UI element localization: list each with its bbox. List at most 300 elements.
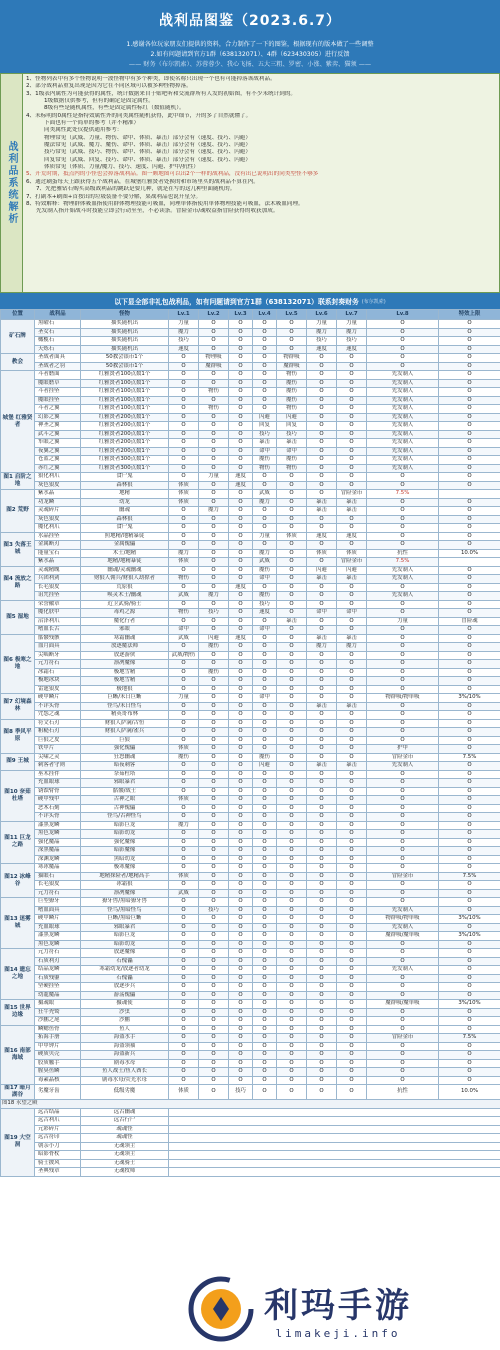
monster-cell: 暗影魔像 <box>81 847 169 856</box>
loot-name-cell: 石质残躯 <box>35 974 81 983</box>
title-bar <box>0 0 500 40</box>
level-cell: O <box>307 1068 337 1077</box>
effect-cap-cell: O <box>439 889 500 898</box>
level-cell: O <box>229 1042 253 1051</box>
level-cell: O <box>307 949 337 958</box>
level-cell: O <box>229 575 253 584</box>
level-cell: 先发制人 <box>367 592 439 601</box>
level-cell: O <box>367 1025 439 1034</box>
explain-line: 1级数据仅供参考，但有的确定是固定属性。 <box>44 98 154 105</box>
level-cell: O <box>229 405 253 414</box>
monster-cell: 放逐游侠 <box>81 651 169 660</box>
level-cell: O <box>337 626 367 635</box>
level-cell: 速度 <box>229 634 253 643</box>
level-cell: 闪避 <box>307 566 337 575</box>
monster-cell: 邪眼暴君 <box>81 779 169 788</box>
level-cell: 先发制人 <box>367 575 439 584</box>
explain-line: 8级有些是随机属性，有些是固定属性标红（数值随机）。 <box>44 105 185 112</box>
level-cell: O <box>277 923 307 932</box>
level-cell: 物伤 <box>169 575 199 584</box>
level-cell: 冒险金币 <box>367 753 439 762</box>
loot-name-cell: 黑色龙鳞 <box>35 830 81 839</box>
level-cell: O <box>229 524 253 533</box>
level-cell: O <box>277 796 307 805</box>
table-row <box>1 1025 500 1034</box>
level-cell: 速度 <box>229 473 253 482</box>
level-cell: 暴击 <box>307 702 337 711</box>
level-cell: O <box>169 1068 199 1077</box>
level-cell: O <box>229 736 253 745</box>
level-cell: O <box>277 490 307 499</box>
level-cell: 速度 <box>337 532 367 541</box>
level-cell: 先发制人 <box>367 906 439 915</box>
level-cell: O <box>229 609 253 618</box>
monster-cell: 红雅贤者200点数1个 <box>81 439 169 448</box>
level-cell: O <box>253 328 277 337</box>
level-cell: 魔力 <box>199 592 229 601</box>
level-cell: O <box>367 660 439 669</box>
level-cell: O <box>169 464 199 473</box>
effect-cap-cell: O <box>439 1051 500 1060</box>
level-cell: O <box>337 728 367 737</box>
effect-cap-cell: O <box>439 668 500 677</box>
table-row <box>1 864 500 873</box>
level-cell: O <box>229 1059 253 1068</box>
loot-name-cell: 骷髅残骸 <box>35 634 81 643</box>
monster-cell: 放逐魔法师 <box>81 643 169 652</box>
level-cell: O <box>253 864 277 873</box>
level-cell: 体质 <box>169 745 199 754</box>
monster-cell: 寒霜幼龙/放逐者幼龙 <box>81 966 169 975</box>
level-cell: O <box>307 966 337 975</box>
level-cell: O <box>277 906 307 915</box>
level-cell: O <box>367 1076 439 1085</box>
level-cell: O <box>307 872 337 881</box>
effect-cap-cell: O <box>439 379 500 388</box>
level-cell: O <box>199 1085 229 1100</box>
level-cell: O <box>337 1042 367 1051</box>
level-cell: O <box>367 889 439 898</box>
level-cell: O <box>307 583 337 592</box>
effect-cap-cell: O <box>439 1042 500 1051</box>
loot-name-cell: 刺客者守则 <box>35 762 81 771</box>
level-cell: 先发制人 <box>367 371 439 380</box>
table-row <box>1 1042 500 1051</box>
level-cell: O <box>169 923 199 932</box>
level-cell: O <box>253 1068 277 1077</box>
level-cell: O <box>307 847 337 856</box>
monster-cell: 凛冽魔像 <box>81 660 169 669</box>
column-header: Lv.6 <box>307 310 337 320</box>
empty-cell <box>169 1125 500 1134</box>
monster-cell: 沙鹏 <box>81 1017 169 1026</box>
level-cell: 技巧 <box>277 430 307 439</box>
level-cell: O <box>169 524 199 533</box>
effect-cap-cell: O <box>439 804 500 813</box>
level-cell: O <box>277 481 307 490</box>
loot-name-cell: 赤红之翼 <box>35 464 81 473</box>
effect-cap-cell: 7.5% <box>439 753 500 762</box>
level-cell: 速度 <box>337 345 367 354</box>
level-cell: O <box>277 745 307 754</box>
level-cell: O <box>169 983 199 992</box>
level-cell: O <box>199 1059 229 1068</box>
level-cell: O <box>277 821 307 830</box>
level-cell: O <box>367 532 439 541</box>
level-cell: O <box>199 966 229 975</box>
table-row <box>1 745 500 754</box>
zone-cell: 图11 巨龙之路 <box>1 821 35 864</box>
monster-cell: 红雅贤者300点数1个 <box>81 464 169 473</box>
level-cell: O <box>199 575 229 584</box>
level-cell: O <box>229 430 253 439</box>
monster-cell: 骷髅/战士 <box>81 787 169 796</box>
level-cell: O <box>307 719 337 728</box>
level-cell: 暴击 <box>307 762 337 771</box>
level-cell: 武威 <box>169 889 199 898</box>
level-cell: O <box>229 872 253 881</box>
level-cell: O <box>337 932 367 941</box>
level-cell: O <box>367 728 439 737</box>
loot-name-cell: 狼化利爪 <box>35 473 81 482</box>
level-cell: O <box>307 864 337 873</box>
level-cell: O <box>169 430 199 439</box>
loot-name-cell: 魔化利爪 <box>35 524 81 533</box>
effect-cap-cell: O <box>439 702 500 711</box>
level-cell: O <box>229 354 253 363</box>
level-cell: O <box>307 838 337 847</box>
effect-cap-cell: O <box>439 711 500 720</box>
level-cell: O <box>367 898 439 907</box>
effect-cap-cell: O <box>439 719 500 728</box>
monster-cell: 海盗水手 <box>81 1034 169 1043</box>
level-cell: O <box>169 388 199 397</box>
effect-cap-cell: O <box>439 770 500 779</box>
level-cell: 命中 <box>253 447 277 456</box>
monster-cell: 财狼人佣兵/财狼人劫掠者 <box>81 575 169 584</box>
table-row <box>1 1134 500 1143</box>
level-cell: O <box>229 966 253 975</box>
level-cell: O <box>199 847 229 856</box>
level-cell: O <box>229 838 253 847</box>
level-cell: O <box>199 813 229 822</box>
level-cell: O <box>277 337 307 346</box>
effect-cap-cell: O <box>439 1059 500 1068</box>
level-cell: 命中 <box>337 609 367 618</box>
level-cell: O <box>169 1025 199 1034</box>
level-cell: O <box>307 1017 337 1026</box>
level-cell: O <box>337 855 367 864</box>
loot-name-cell: 腥臭鱼鳞 <box>35 1068 81 1077</box>
level-cell: O <box>367 804 439 813</box>
table-row <box>1 481 500 490</box>
level-cell: O <box>169 677 199 686</box>
level-cell: 魔力 <box>253 549 277 558</box>
level-cell: 魔力 <box>199 507 229 516</box>
effect-cap-cell: 冒险魂 <box>439 617 500 626</box>
level-cell: O <box>169 541 199 550</box>
level-cell: 体质 <box>169 498 199 507</box>
effect-cap-cell: O <box>439 345 500 354</box>
loot-name-cell: 骑士披风 <box>35 1159 81 1168</box>
level-cell: 先发制人 <box>367 430 439 439</box>
level-cell: O <box>199 396 229 405</box>
loot-name-cell: 魔眼挂坠 <box>35 396 81 405</box>
level-cell: O <box>367 779 439 788</box>
level-cell: O <box>169 685 199 694</box>
level-cell: O <box>307 983 337 992</box>
level-cell: 武威 <box>169 592 199 601</box>
level-cell: O <box>253 473 277 482</box>
effect-cap-cell: O <box>439 566 500 575</box>
monster-cell: 巨蜥/黑暗巨蜥 <box>81 915 169 924</box>
level-cell: O <box>169 1076 199 1085</box>
explain-line: 8、特效解释：物理群体吸血指使用群体物理技能可吸血，同理单体指使用单体物理技能可吸血，法术吸血同理。 <box>26 200 304 207</box>
level-cell: O <box>169 813 199 822</box>
level-cell: O <box>229 643 253 652</box>
level-cell: O <box>253 388 277 397</box>
level-cell: O <box>229 804 253 813</box>
level-cell: 魔力 <box>337 328 367 337</box>
level-cell: O <box>337 1076 367 1085</box>
monster-cell: 抽奖随机出 <box>81 320 169 329</box>
level-cell: O <box>337 872 367 881</box>
level-cell: O <box>307 430 337 439</box>
loot-name-cell: 寒冰魔晶 <box>35 864 81 873</box>
effect-cap-cell: O <box>439 906 500 915</box>
level-cell: O <box>277 1042 307 1051</box>
zone-cell: 图10 奈茹杜塔 <box>1 770 35 821</box>
level-cell: O <box>277 702 307 711</box>
level-cell: O <box>253 966 277 975</box>
level-cell: O <box>169 881 199 890</box>
effect-cap-cell: O <box>439 787 500 796</box>
level-cell: O <box>277 575 307 584</box>
level-cell: O <box>253 983 277 992</box>
effect-cap-cell: O <box>439 396 500 405</box>
level-cell: O <box>253 651 277 660</box>
level-cell: O <box>337 1017 367 1026</box>
level-cell: O <box>367 626 439 635</box>
level-cell: O <box>307 813 337 822</box>
loot-name-cell: 巨狼之皮 <box>35 736 81 745</box>
level-cell: O <box>253 1008 277 1017</box>
level-cell: 体质 <box>169 872 199 881</box>
level-cell: O <box>199 566 229 575</box>
loot-name-cell: 紫水晶 <box>35 558 81 567</box>
level-cell: O <box>199 753 229 762</box>
level-cell: O <box>253 405 277 414</box>
effect-cap-cell: O <box>439 651 500 660</box>
monster-cell: 巨蜥/末日巨蜥 <box>81 694 169 703</box>
level-cell: O <box>169 957 199 966</box>
loot-name-cell: 橄榄石 <box>35 337 81 346</box>
explain-body <box>23 74 499 292</box>
level-cell: O <box>367 1059 439 1068</box>
level-cell: O <box>253 702 277 711</box>
empty-cell <box>169 1108 500 1117</box>
site-logo-icon <box>186 1274 256 1344</box>
effect-cap-cell: O <box>439 762 500 771</box>
level-cell: O <box>253 830 277 839</box>
level-cell: O <box>169 456 199 465</box>
level-cell: O <box>253 787 277 796</box>
loot-name-cell: 巫术挂件 <box>35 770 81 779</box>
level-cell: O <box>367 719 439 728</box>
level-cell: O <box>169 702 199 711</box>
level-cell: O <box>307 779 337 788</box>
table-row <box>1 966 500 975</box>
level-cell: O <box>277 915 307 924</box>
level-cell: O <box>229 549 253 558</box>
level-cell: O <box>277 940 307 949</box>
loot-name-cell: 苍蓝之翼 <box>35 456 81 465</box>
level-cell: O <box>277 830 307 839</box>
monster-cell: 荒原狼 <box>81 583 169 592</box>
monster-cell: 暗影巨龙 <box>81 821 169 830</box>
level-cell: O <box>169 762 199 771</box>
effect-cap-cell: O <box>439 422 500 431</box>
level-cell: O <box>307 515 337 524</box>
level-cell: O <box>169 1008 199 1017</box>
level-cell: O <box>337 787 367 796</box>
table-row <box>1 1168 500 1177</box>
loot-name-cell: 石质利刃 <box>35 957 81 966</box>
level-cell: O <box>169 736 199 745</box>
level-cell: O <box>169 847 199 856</box>
effect-cap-cell: O <box>439 430 500 439</box>
effect-cap-cell: O <box>439 532 500 541</box>
level-cell: O <box>229 1076 253 1085</box>
loot-name-cell: 黑色龙鳞 <box>35 940 81 949</box>
level-cell: O <box>199 422 229 431</box>
level-cell: O <box>337 405 367 414</box>
level-cell: O <box>199 481 229 490</box>
table-row <box>1 660 500 669</box>
level-cell: O <box>253 736 277 745</box>
level-cell: 命中 <box>277 447 307 456</box>
level-cell: O <box>277 1085 307 1100</box>
loot-name-cell: 尖啮断牙 <box>35 651 81 660</box>
level-cell: 暴击 <box>337 762 367 771</box>
level-cell: O <box>337 915 367 924</box>
level-cell: 魔伤 <box>253 592 277 601</box>
section-row <box>1 1100 500 1109</box>
level-cell: O <box>337 770 367 779</box>
level-cell: O <box>367 481 439 490</box>
effect-cap-cell: O <box>439 354 500 363</box>
effect-cap-cell: O <box>439 838 500 847</box>
monster-cell: 狂怒幽魂 <box>81 753 169 762</box>
level-cell: O <box>229 422 253 431</box>
level-cell: O <box>199 430 229 439</box>
level-cell: O <box>169 787 199 796</box>
effect-cap-cell: O <box>439 940 500 949</box>
level-cell: O <box>229 787 253 796</box>
level-cell: O <box>199 413 229 422</box>
level-cell: 速度 <box>307 345 337 354</box>
level-cell: 冒险金币 <box>367 872 439 881</box>
level-cell: O <box>367 949 439 958</box>
monster-cell: 无魂领主 <box>81 1151 169 1160</box>
table-row <box>1 328 500 337</box>
level-cell: O <box>277 609 307 618</box>
level-cell: O <box>367 940 439 949</box>
level-cell: O <box>229 949 253 958</box>
level-cell: O <box>169 532 199 541</box>
level-cell: O <box>169 966 199 975</box>
effect-cap-cell: O <box>439 507 500 516</box>
level-cell: O <box>307 1059 337 1068</box>
level-cell: O <box>199 745 229 754</box>
loot-name-cell: 幼龍魔晶 <box>35 991 81 1000</box>
loot-name-cell: 雷霆狼皮 <box>35 685 81 694</box>
table-row <box>1 362 500 371</box>
level-cell: 魔伤 <box>277 396 307 405</box>
loot-name-cell: 不详头骨 <box>35 813 81 822</box>
level-cell: O <box>307 940 337 949</box>
level-cell: 命中 <box>253 694 277 703</box>
zone-cell: 图16 南部海域 <box>1 1025 35 1085</box>
level-cell: O <box>307 422 337 431</box>
monster-cell: 放逐步兵 <box>81 983 169 992</box>
level-cell: O <box>307 439 337 448</box>
level-cell: O <box>253 745 277 754</box>
level-cell: O <box>253 371 277 380</box>
loot-name-cell: 长毛狼皮 <box>35 881 81 890</box>
level-cell: 先发制人 <box>367 464 439 473</box>
effect-cap-cell: O <box>439 728 500 737</box>
level-cell: 技巧 <box>337 337 367 346</box>
table-row <box>1 940 500 949</box>
level-cell: 先发制人 <box>367 413 439 422</box>
column-header: Lv.7 <box>337 310 367 320</box>
level-cell: O <box>277 847 307 856</box>
level-cell: O <box>229 1008 253 1017</box>
level-cell: 魔力 <box>169 549 199 558</box>
monster-cell: 红雅贤者300点数1个 <box>81 456 169 465</box>
level-cell: O <box>229 991 253 1000</box>
level-cell: O <box>199 617 229 626</box>
monster-cell: 术士/地精 <box>81 549 169 558</box>
level-cell: O <box>169 413 199 422</box>
level-cell: O <box>367 583 439 592</box>
level-cell: O <box>337 821 367 830</box>
level-cell: O <box>229 558 253 567</box>
table-row <box>1 736 500 745</box>
table-row <box>1 1151 500 1160</box>
loot-name-cell: 沙鹏之尾 <box>35 1017 81 1026</box>
table-row <box>1 583 500 592</box>
level-cell: 先发制人 <box>367 422 439 431</box>
level-cell: O <box>307 1051 337 1060</box>
level-cell: O <box>229 1051 253 1060</box>
level-cell: O <box>229 889 253 898</box>
loot-name-cell: 恶木石刻 <box>35 804 81 813</box>
monster-cell: 剧毒水母/荧光水母 <box>81 1076 169 1085</box>
loot-name-cell: 摄魂眼 <box>35 1000 81 1009</box>
table-row <box>1 796 500 805</box>
loot-name-cell: 漆黑龙鳞 <box>35 932 81 941</box>
explain-line: 回复常见（武威、回复、技巧、命中、体质、暴击）部分会有（速度、技巧、闪避） <box>44 156 251 163</box>
effect-cap-cell: O <box>439 821 500 830</box>
table-row <box>1 405 500 414</box>
level-cell: O <box>229 592 253 601</box>
level-cell: O <box>307 694 337 703</box>
level-cell: O <box>229 753 253 762</box>
level-cell: 先发制人 <box>367 966 439 975</box>
level-cell: O <box>199 991 229 1000</box>
